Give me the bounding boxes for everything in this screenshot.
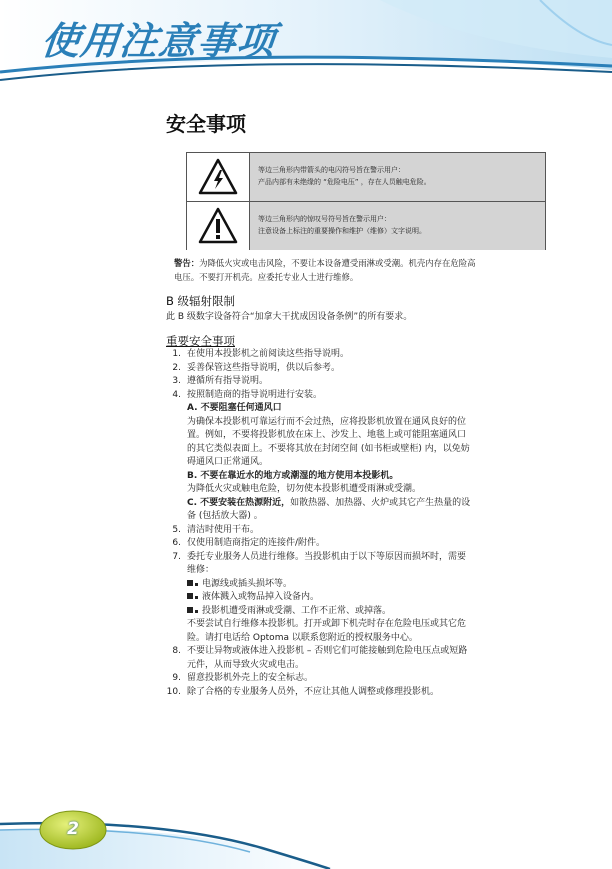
list-item: 5. 清洁时使用干布。 (172, 524, 260, 535)
page-header (0, 0, 612, 95)
footer-swoosh-graphic (0, 800, 612, 869)
page-footer (0, 800, 612, 869)
list-item: 8. 不要让异物或液体进入投影机 – 否则它们可能接触到危险电压点或短路 (172, 646, 468, 656)
sub-item-text: 不要尝试自行维修本投影机。打开或卸下机壳时存在危险电压或其它危 (187, 619, 467, 629)
warning-label: 警告： (174, 258, 200, 268)
important-heading: 重要安全事项 (166, 334, 235, 348)
sub-item-text: 为确保本投影机可靠运行而不会过热，应将投影机放置在通风良好的位 (187, 416, 467, 427)
section-title: 安全事项 (166, 112, 246, 136)
warning-text-line: 等边三角形内带箭头的电闪符号旨在警示用户： (258, 166, 405, 174)
chapter-title: 使用注意事项 (39, 19, 278, 63)
warning-text-line: 注意设备上标注的重要操作和维护（维修）文字说明。 (258, 227, 426, 235)
bullet-item: 液体溅入或物品掉入设备内。 (160, 591, 560, 605)
bullet-item: 电源线或插头损坏等。 (160, 578, 560, 592)
safety-instructions-list (160, 348, 560, 699)
sub-item-text: 置。例如，不要将投影机放在床上、沙发上、地毯上或可能阻塞通风口 (187, 430, 467, 440)
list-item: 2. 妥善保管这些指导说明，供以后参考。 (172, 362, 341, 373)
class-b-heading: B 级辐射限制 (166, 294, 236, 308)
sub-item-text: 为降低火灾或触电危险，切勿使本投影机遭受雨淋或受潮。 (187, 484, 422, 494)
sub-item-text: 维修： (187, 565, 215, 575)
exclamation-triangle-icon (197, 206, 239, 246)
list-item: 1. 在使用本投影机之前阅读这些指导说明。 (172, 349, 350, 359)
class-b-text: 此 B 级数字设备符合“加拿大干扰成因设备条例”的所有要求。 (166, 312, 413, 322)
square-bullet-icon (187, 607, 193, 613)
warning-note (174, 256, 554, 284)
list-item: 6. 仅使用制造商指定的连接件/附件。 (172, 538, 326, 548)
bullet-item: 投影机遭受雨淋或受潮、工作不正常、或掉落。 (160, 605, 560, 619)
sub-item-title: B. 不要在靠近水的地方或潮湿的地方使用本投影机。 (187, 470, 399, 481)
sub-item-text: 险。请打电话给 Optoma 以联系您附近的授权服务中心。 (187, 632, 418, 643)
list-item: 10. 除了合格的专业服务人员外，不应让其他人调整或修理投影机。 (166, 686, 440, 697)
warning-symbol-table (186, 152, 546, 250)
warning-note-line: 为降低火灾或电击风险，不要让本设备遭受雨淋或受潮。机壳内存在危险高 (199, 258, 476, 268)
list-item: 4. 按照制造商的指导说明进行安装。 (172, 389, 323, 400)
small-square-bullet-icon (195, 583, 198, 586)
list-item: 3. 遵循所有指导说明。 (172, 376, 269, 386)
list-item: 9. 留意投影机外壳上的安全标志。 (172, 673, 314, 683)
sub-item-text: 碍通风口正常通风。 (187, 457, 269, 467)
warning-text-line: 产品内部有未绝缘的 “危险电压” ，存在人员触电危险。 (258, 178, 431, 186)
small-square-bullet-icon (195, 610, 198, 613)
square-bullet-icon (187, 580, 193, 586)
lightning-triangle-icon (197, 157, 239, 197)
small-square-bullet-icon (195, 596, 198, 599)
sub-item-text: 元件，从而导致火灾或电击。 (187, 659, 305, 670)
sub-item-text: 备 (包括放大器) 。 (187, 511, 263, 521)
warning-row-exclamation (187, 202, 545, 250)
page-number: 2 (67, 819, 79, 839)
sub-item-text: C. 不要安装在热源附近，如散热器、加热器、火炉或其它产生热量的设 (187, 497, 471, 508)
sub-item-text: 的其它类似表面上。不要将其放在封闭空间 (如书柜或壁柜) 内，以免妨 (187, 443, 470, 454)
square-bullet-icon (187, 593, 193, 599)
sub-item-title: A. 不要阻塞任何通风口 (187, 403, 282, 413)
list-item: 7. 委托专业服务人员进行维修。当投影机由于以下等原因而损坏时，需要 (172, 551, 467, 562)
warning-row-lightning (187, 153, 545, 202)
warning-note-line: 电压。不要打开机壳。应委托专业人士进行维修。 (174, 272, 359, 282)
warning-text-line: 等边三角形内的惊叹号符号旨在警示用户： (258, 215, 391, 223)
